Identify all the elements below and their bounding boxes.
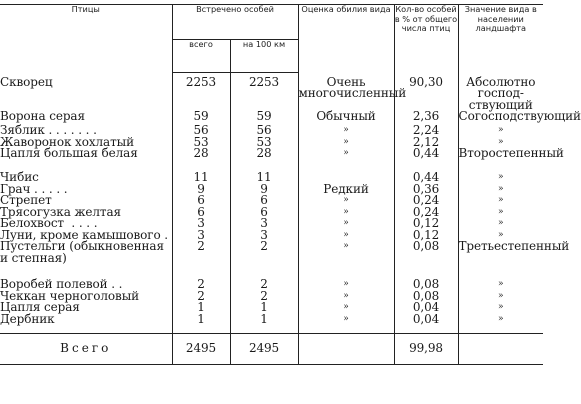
significance-cell: » — [458, 125, 543, 137]
count-per100: 2253 — [230, 73, 298, 112]
count-total: 56 — [172, 125, 230, 137]
count-per100: 3 — [230, 230, 298, 242]
bird-name: Жаворонок хохлатый — [0, 134, 134, 149]
significance-cell: Согосподствующий — [458, 109, 581, 123]
abundance-cell — [298, 166, 394, 184]
count-per100: 9 — [230, 184, 298, 196]
total-abundance — [298, 334, 394, 365]
table-row — [0, 241, 543, 273]
bird-name: Зяблик . . . . . . . — [0, 123, 97, 137]
bird-name: Грач . . . . . — [0, 181, 68, 196]
share-cell: 0,12 — [394, 218, 458, 230]
significance-cell: Абсолютно господ-ствующий — [458, 73, 543, 112]
abundance-cell: Обычный — [298, 111, 394, 125]
header-met: Встречено особей — [172, 5, 298, 40]
total-count: 2495 — [172, 334, 230, 365]
table-row — [0, 166, 543, 184]
abundance-cell: » — [298, 195, 394, 207]
share-cell: 0,24 — [394, 195, 458, 207]
abundance-cell: » — [298, 207, 394, 219]
bird-name: Чеккан черноголовый — [0, 288, 140, 303]
significance-cell: » — [458, 230, 543, 242]
bird-name: Стрепет — [0, 193, 52, 207]
count-total: 2 — [172, 241, 230, 273]
count-per100: 6 — [230, 195, 298, 207]
significance-cell: » — [458, 314, 543, 326]
abundance-cell: » — [298, 241, 394, 273]
bird-name: Пустельги (обыкновенная и степная) — [0, 239, 164, 265]
significance-cell: Второстепенный — [458, 148, 543, 166]
share-cell: 0,44 — [394, 166, 458, 184]
abundance-cell: Редкий — [298, 184, 394, 196]
header-per100: на 100 км — [230, 40, 298, 73]
share-cell: 2,36 — [394, 111, 458, 125]
count-total: 1 — [172, 302, 230, 314]
bird-name: Луни, кроме камышового . — [0, 227, 168, 242]
bird-census-table — [0, 4, 581, 365]
header-total: всего — [172, 40, 230, 73]
share-cell: 0,04 — [394, 302, 458, 314]
significance-cell: » — [458, 302, 543, 314]
header-share: Кол-во особей в % от общего числа птиц — [394, 5, 458, 73]
significance-cell: » — [458, 184, 543, 196]
header-row — [0, 5, 543, 40]
share-cell: 0,08 — [394, 291, 458, 303]
total-significance — [458, 334, 543, 365]
count-per100: 2 — [230, 241, 298, 273]
count-per100: 3 — [230, 218, 298, 230]
bird-name: Ворона серая — [0, 109, 85, 123]
abundance-cell: » — [298, 314, 394, 326]
count-per100: 59 — [230, 111, 298, 125]
table-row — [0, 302, 543, 314]
abundance-cell: » — [298, 148, 394, 166]
share-cell: 0,08 — [394, 273, 458, 291]
count-total: 9 — [172, 184, 230, 196]
table-row — [0, 291, 543, 303]
total-per100: 2495 — [230, 334, 298, 365]
total-share: 99,98 — [394, 334, 458, 365]
count-total: 28 — [172, 148, 230, 166]
share-cell: 0,08 — [394, 241, 458, 273]
significance-cell: » — [458, 218, 543, 230]
header-bird: Птицы — [0, 5, 172, 73]
significance-cell: » — [458, 291, 543, 303]
table-row — [0, 148, 543, 166]
abundance-cell: » — [298, 137, 394, 149]
table-row — [0, 273, 543, 291]
abundance-cell: » — [298, 218, 394, 230]
share-cell: 0,24 — [394, 207, 458, 219]
abundance-cell: » — [298, 273, 394, 291]
share-cell: 0,44 — [394, 148, 458, 166]
significance-cell: » — [458, 137, 543, 149]
count-total: 1 — [172, 314, 230, 326]
share-cell: 0,04 — [394, 314, 458, 326]
total-label: Всего — [0, 334, 172, 365]
table-row — [0, 73, 543, 112]
count-per100: 2 — [230, 291, 298, 303]
abundance-cell: » — [298, 125, 394, 137]
share-cell: 2,12 — [394, 137, 458, 149]
count-total: 11 — [172, 166, 230, 184]
count-per100: 28 — [230, 148, 298, 166]
header-significance: Значение вида в населении ландшафта — [458, 5, 543, 73]
table-row — [0, 314, 543, 326]
share-cell: 90,30 — [394, 73, 458, 112]
bird-name: Цапля серая — [0, 300, 80, 314]
table-body — [0, 73, 581, 326]
count-total: 2253 — [172, 73, 230, 112]
share-cell: 0,12 — [394, 230, 458, 242]
share-cell: 2,24 — [394, 125, 458, 137]
share-cell: 0,36 — [394, 184, 458, 196]
abundance-cell: » — [298, 302, 394, 314]
count-total: 59 — [172, 111, 230, 125]
count-per100: 1 — [230, 302, 298, 314]
total-row — [0, 334, 543, 365]
count-total: 53 — [172, 137, 230, 149]
count-per100: 56 — [230, 125, 298, 137]
table-row — [0, 184, 543, 196]
significance-cell: » — [458, 166, 543, 184]
significance-cell: » — [458, 195, 543, 207]
significance-cell: » — [458, 273, 543, 291]
bird-name: Воробей полевой . . — [0, 277, 123, 291]
count-per100: 1 — [230, 314, 298, 326]
count-total: 6 — [172, 207, 230, 219]
count-per100: 53 — [230, 137, 298, 149]
bird-name: Дербник — [0, 311, 55, 326]
significance-cell: » — [458, 207, 543, 219]
bird-name: Цапля большая белая — [0, 146, 138, 160]
bird-name: Трясогузка желтая — [0, 204, 121, 219]
count-per100: 2 — [230, 273, 298, 291]
count-total: 2 — [172, 291, 230, 303]
count-total: 6 — [172, 195, 230, 207]
header-abundance: Оценка обилия вида — [298, 5, 394, 73]
count-total: 3 — [172, 218, 230, 230]
count-total: 2 — [172, 273, 230, 291]
abundance-cell: » — [298, 291, 394, 303]
count-per100: 11 — [230, 166, 298, 184]
abundance-cell: Очень многочисленный — [298, 73, 394, 112]
bird-name: Белохвост . . . . — [0, 216, 98, 230]
bird-name: Чибис — [0, 170, 39, 184]
significance-cell: Третьестепенный — [458, 241, 543, 273]
bird-name: Скворец — [0, 74, 53, 89]
abundance-cell: » — [298, 230, 394, 242]
count-per100: 6 — [230, 207, 298, 219]
count-total: 3 — [172, 230, 230, 242]
